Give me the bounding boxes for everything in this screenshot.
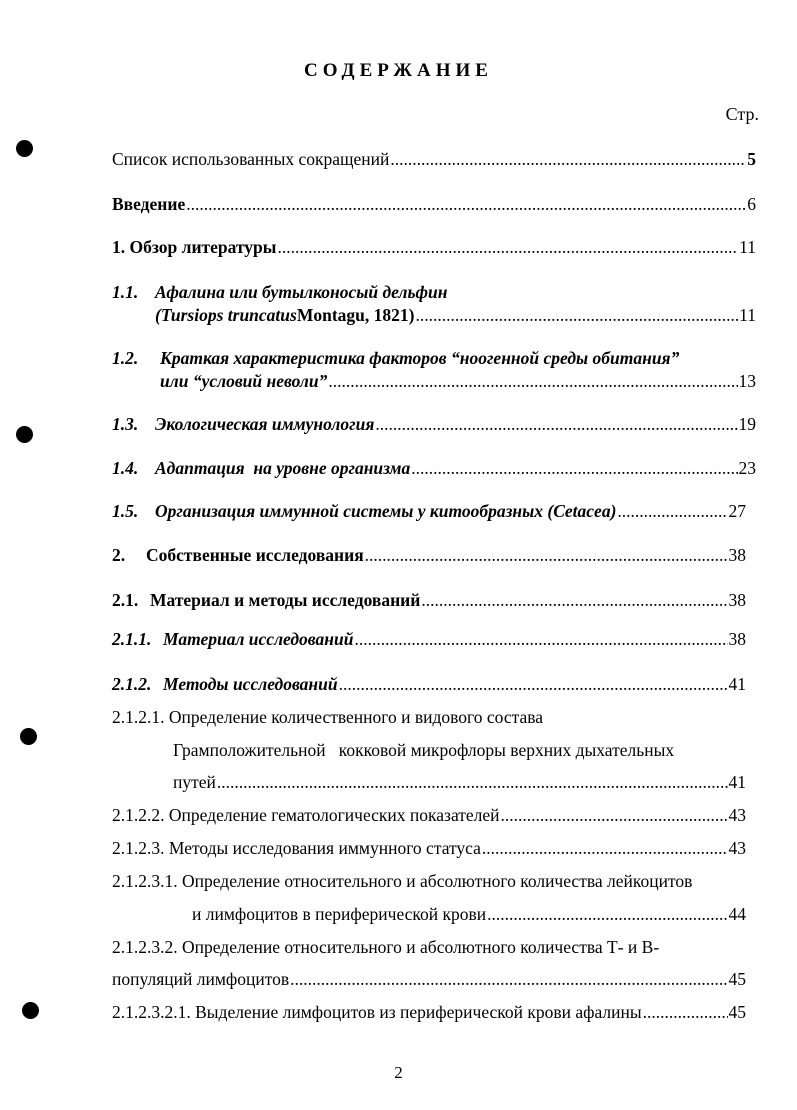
dot-leader [617,500,727,522]
toc-entry-2-1-2-1-line1[interactable] [112,706,543,728]
toc-entry-text: Список использованных сокращений [112,149,390,169]
toc-entry-text: Методы исследования иммунного статуса [168,838,481,858]
toc-entry-number: 2.1. [112,590,139,610]
toc-entry-number: 1.2. [112,348,139,368]
toc-entry-text: или “условий неволи” [160,371,328,391]
toc-entry-page: 45 [728,969,746,989]
dot-leader [217,771,728,793]
toc-entry-text: популяций лимфоцитов [112,969,290,989]
toc-entry-2-1-2-1-line2[interactable] [173,739,674,761]
toc-entry-page: 23 [738,458,756,478]
toc-entry-page: 41 [728,772,746,792]
toc-entry-page: 38 [728,590,746,610]
toc-entry-page: 43 [728,838,746,858]
toc-entry-page: 27 [728,501,746,521]
toc-entry-page: 38 [728,545,746,565]
binder-hole-2 [16,426,33,443]
toc-entry-number: 2.1.1. [112,629,152,649]
dot-leader [501,804,728,826]
toc-entry-page: 44 [728,904,746,924]
dot-leader [354,628,727,650]
toc-entry-text: Определение гематологических показателей [168,805,500,825]
dot-leader [390,148,746,170]
toc-entry-2-1-2-3-2-1[interactable] [112,1001,746,1023]
dot-leader [411,457,737,479]
toc-entry-number: 1.5. [112,501,139,521]
toc-entry-1-4[interactable] [112,457,756,479]
toc-entry-number: 2.1.2.1. [112,707,165,727]
toc-entry-2-1-2[interactable] [112,673,746,695]
toc-entry-number: 1.3. [112,414,139,434]
toc-entry-number: 2.1.2.3. [112,838,165,858]
toc-entry-text: Введение [112,194,186,214]
toc-entry-1-2-line2[interactable] [160,370,756,392]
binder-hole-4 [22,1002,39,1019]
toc-entry-text: Афалина или бутылконосый дельфин [155,282,448,302]
toc-entry-2-1-2-2[interactable] [112,804,746,826]
toc-entry-text-latin: (Tursiops truncatus [155,305,297,325]
toc-entry-2-1-1[interactable] [112,628,746,650]
toc-entry-text: путей [173,772,216,792]
toc-entry-page: 45 [728,1002,746,1022]
toc-entry-page: 5 [747,149,756,169]
toc-entry-page: 41 [728,674,746,694]
toc-entry-page: 38 [728,629,746,649]
toc-entry-introduction[interactable] [112,193,756,215]
toc-entry-number: 2.1.2.2. [112,805,165,825]
toc-entry-2-1[interactable] [112,589,746,611]
toc-entry-text: Грамположительной кокковой микрофлоры верхних дыхательных [173,740,675,760]
toc-entry-text: Собственные исследования [146,545,364,565]
toc-entry-number: 1.4. [112,458,139,478]
dot-leader [290,968,727,990]
toc-entry-page: 11 [739,237,756,257]
toc-entry-number: 2.1.2. [112,674,152,694]
toc-entry-1-3[interactable] [112,413,756,435]
dot-leader [339,673,728,695]
dot-leader [186,193,746,215]
page-number: 2 [394,1063,403,1082]
toc-entry-text: Краткая характеристика факторов “ноогенной среды обитания” [160,348,680,368]
toc-entry-text: Определение количественного и видового состава [168,707,544,727]
toc-entry-chapter-1[interactable] [112,236,756,258]
dot-leader [487,903,727,925]
dot-leader [415,304,738,326]
binder-hole-3 [20,728,37,745]
page-column-label: Стр. [725,104,759,124]
dot-leader [365,544,728,566]
toc-entry-text: Определение относительного и абсолютного количества Т- и В- [182,937,660,957]
toc-entry-page: 19 [738,414,756,434]
toc-entry-2-1-2-3[interactable] [112,837,746,859]
toc-entry-page: 6 [747,194,756,214]
dot-leader [277,236,738,258]
toc-entry-text: Методы исследований [163,674,338,694]
toc-entry-1-5[interactable] [112,500,746,522]
toc-entry-2-1-2-3-1-line1[interactable] [112,870,692,892]
toc-entry-2-1-2-3-2-line2[interactable] [112,968,746,990]
toc-entry-1-1-line2[interactable] [155,304,756,326]
toc-entry-page: 43 [728,805,746,825]
toc-entry-1-1-line1[interactable] [112,281,447,303]
toc-entry-number: 2.1.2.3.1. [112,871,178,891]
toc-entry-text: Выделение лимфоцитов из периферической крови афалины [195,1002,642,1022]
dot-leader [328,370,737,392]
toc-entry-text: Материал исследований [163,629,354,649]
toc-entry-abbreviations[interactable] [112,148,756,170]
toc-entry-number: 2. [112,545,126,565]
toc-entry-page: 13 [738,371,756,391]
toc-entry-text: Экологическая иммунология [155,414,375,434]
toc-entry-page: 11 [739,305,756,325]
toc-entry-number: 1.1. [112,282,139,302]
toc-entry-number: 2.1.2.3.2. [112,937,178,957]
binder-hole-1 [16,140,33,157]
toc-entry-2-1-2-3-2-line1[interactable] [112,936,659,958]
toc-entry-text: Организация иммунной системы у китообразных (Cetacea) [155,501,617,521]
dot-leader [375,413,737,435]
toc-entry-text: Определение относительного и абсолютного количества лейкоцитов [182,871,693,891]
dot-leader [482,837,728,859]
toc-entry-2-1-2-3-1-line2[interactable] [192,903,746,925]
toc-entry-text-author: Montagu, 1821) [296,305,415,325]
toc-entry-2-1-2-1-line3[interactable] [173,771,746,793]
toc-entry-text: Обзор литературы [129,237,277,257]
toc-entry-text: Материал и методы исследований [150,590,421,610]
toc-entry-chapter-2[interactable] [112,544,746,566]
dot-leader [421,589,727,611]
toc-entry-number: 2.1.2.3.2.1. [112,1002,191,1022]
toc-entry-text: и лимфоцитов в периферической крови [192,904,487,924]
toc-entry-number: 1. [112,237,126,257]
toc-entry-1-2-line1[interactable] [112,347,679,369]
page-title: СОДЕРЖАНИЕ [304,60,493,81]
toc-entry-text: Адаптация на уровне организма [155,458,411,478]
dot-leader [643,1001,728,1023]
